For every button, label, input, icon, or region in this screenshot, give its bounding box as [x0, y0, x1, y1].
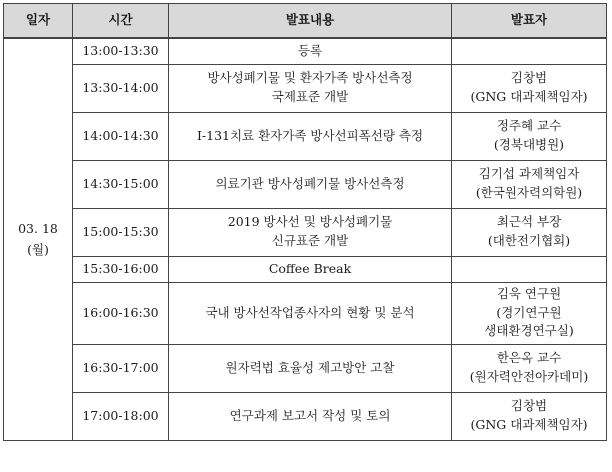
time-cell: 16:00-16:30	[73, 282, 169, 344]
header-speaker: 발표자	[452, 4, 607, 39]
time-cell: 17:00-18:00	[73, 392, 169, 440]
header-content: 발표내용	[169, 4, 452, 39]
time-cell: 15:00-15:30	[73, 208, 169, 256]
speaker-cell: 김창범 (GNG 대과제책임자)	[452, 64, 607, 112]
header-time: 시간	[73, 4, 169, 39]
speaker-cell: 김욱 연구원 (경기연구원 생태환경연구실)	[452, 282, 607, 344]
speaker-cell: 정주혜 교수 (경북대병원)	[452, 112, 607, 160]
content-cell: 연구과제 보고서 작성 및 토의	[169, 392, 452, 440]
speaker-cell	[452, 256, 607, 282]
table-row	[4, 344, 607, 392]
table-row	[4, 160, 607, 208]
table-row	[4, 64, 607, 112]
weekday-text: (월)	[27, 242, 49, 258]
table-row	[4, 282, 607, 344]
speaker-cell: 한은옥 교수 (원자력안전아카데미)	[452, 344, 607, 392]
content-cell: 2019 방사선 및 방사성폐기물 신규표준 개발	[169, 208, 452, 256]
speaker-cell: 최근석 부장 (대한전기협회)	[452, 208, 607, 256]
speaker-cell: 김창범 (GNG 대과제책임자)	[452, 392, 607, 440]
table-row	[4, 38, 607, 64]
content-cell: 방사성폐기물 및 환자가족 방사선측정 국제표준 개발	[169, 64, 452, 112]
table-row	[4, 208, 607, 256]
table-row	[4, 392, 607, 440]
content-cell: 국내 방사선작업종사자의 현황 및 분석	[169, 282, 452, 344]
content-cell: Coffee Break	[169, 256, 452, 282]
header-date: 일자	[4, 4, 73, 39]
time-cell: 14:00-14:30	[73, 112, 169, 160]
content-cell: 등록	[169, 38, 452, 64]
speaker-cell	[452, 38, 607, 64]
header-row	[4, 4, 607, 39]
time-cell: 13:30-14:00	[73, 64, 169, 112]
time-cell: 13:00-13:30	[73, 38, 169, 64]
date-cell	[4, 38, 73, 440]
table-row	[4, 112, 607, 160]
speaker-cell: 김기섭 과제책임자 (한국원자력의학원)	[452, 160, 607, 208]
time-cell: 15:30-16:00	[73, 256, 169, 282]
time-cell: 14:30-15:00	[73, 160, 169, 208]
table-row	[4, 256, 607, 282]
content-cell: 원자력법 효율성 제고방안 고찰	[169, 344, 452, 392]
date-text: 03. 18	[18, 221, 58, 236]
schedule-table	[3, 3, 607, 441]
content-cell: 의료기관 방사성폐기물 방사선측정	[169, 160, 452, 208]
time-cell: 16:30-17:00	[73, 344, 169, 392]
content-cell: I-131치료 환자가족 방사선피폭선량 측정	[169, 112, 452, 160]
